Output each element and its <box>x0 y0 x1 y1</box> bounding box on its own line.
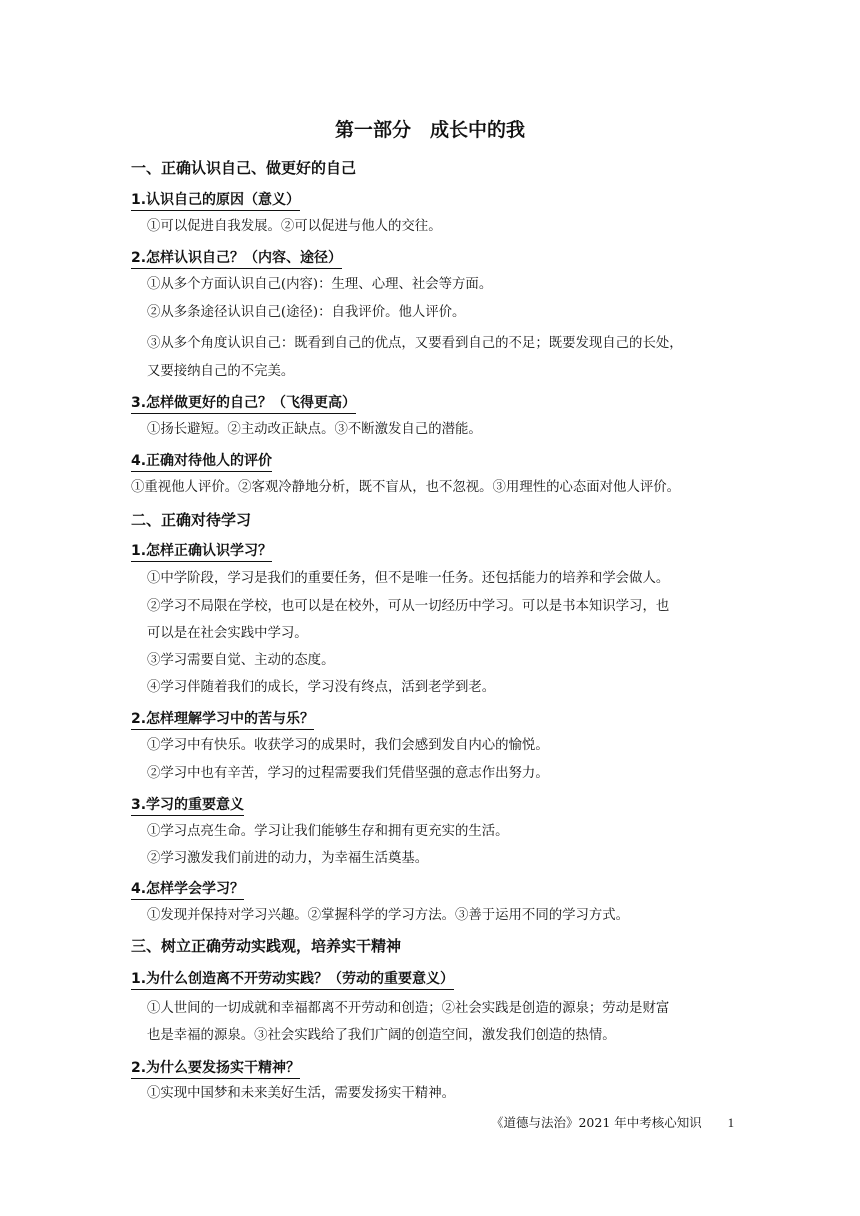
answer-line: ②学习中也有辛苦，学习的过程需要我们凭借坚强的意志作出努力。 <box>147 766 549 781</box>
answer-line: ②从多条途径认识自己(途径)：自我评价。他人评价。 <box>147 305 466 320</box>
answer-line: ①可以促进自我发展。②可以促进与他人的交往。 <box>147 219 442 234</box>
answer-line: ①学习点亮生命。学习让我们能够生存和拥有更充实的生活。 <box>147 824 509 839</box>
answer-line: ①扬长避短。②主动改正缺点。③不断激发自己的潜能。 <box>147 422 482 437</box>
section-heading: 二、正确对待学习 <box>131 511 252 529</box>
page-title: 第一部分 成长中的我 <box>334 119 525 141</box>
footer-source: 《道德与法治》2021 年中考核心知识 <box>490 1115 702 1130</box>
answer-line: 也是幸福的源泉。③社会实践给了我们广阔的创造空间，激发我们创造的热情。 <box>147 1028 616 1043</box>
question-heading: 2.怎样理解学习中的苦与乐？ <box>131 709 314 730</box>
answer-line: ①实现中国梦和未来美好生活，需要发扬实干精神。 <box>147 1086 455 1101</box>
answer-line: 又要接纳自己的不完美。 <box>147 364 295 379</box>
answer-line: ①从多个方面认识自己(内容)：生理、心理、社会等方面。 <box>147 277 493 292</box>
question-heading: 2.为什么要发扬实干精神？ <box>131 1058 300 1079</box>
answer-line: ②学习不局限在学校，也可以是在校外，可从一切经历中学习。可以是书本知识学习，也 <box>147 599 670 614</box>
answer-line: 可以是在社会实践中学习。 <box>147 626 308 641</box>
answer-line: ①中学阶段，学习是我们的重要任务，但不是唯一任务。还包括能力的培养和学会做人。 <box>147 571 670 586</box>
question-heading: 3.怎样做更好的自己？（飞得更高） <box>131 393 356 414</box>
answer-line: ③从多个角度认识自己：既看到自己的优点，又要看到自己的不足；既要发现自己的长处， <box>147 336 683 351</box>
section-heading: 三、树立正确劳动实践观，培养实干精神 <box>131 937 402 955</box>
question-heading: 1.为什么创造离不开劳动实践？（劳动的重要意义） <box>131 969 454 990</box>
answer-line: ④学习伴随着我们的成长，学习没有终点，活到老学到老。 <box>147 680 496 695</box>
answer-line: ①学习中有快乐。收获学习的成果时，我们会感到发自内心的愉悦。 <box>147 738 549 753</box>
answer-line: ②学习激发我们前进的动力，为幸福生活奠基。 <box>147 851 429 866</box>
answer-line: ①发现并保持对学习兴趣。②掌握科学的学习方法。③善于运用不同的学习方式。 <box>147 908 630 923</box>
page-number: 1 <box>727 1116 734 1130</box>
answer-line: ③学习需要自觉、主动的态度。 <box>147 653 335 668</box>
answer-line: ①重视他人评价。②客观冷静地分析，既不盲从，也不忽视。③用理性的心态面对他人评价。 <box>131 480 681 495</box>
section-heading: 一、正确认识自己、做更好的自己 <box>131 159 357 177</box>
question-heading: 3.学习的重要意义 <box>131 795 244 816</box>
question-heading: 4.怎样学会学习？ <box>131 879 244 900</box>
question-heading: 1.怎样正确认识学习？ <box>131 541 272 562</box>
answer-line: ①人世间的一切成就和幸福都离不开劳动和创造；②社会实践是创造的源泉；劳动是财富 <box>147 1001 670 1016</box>
question-heading: 2.怎样认识自己？（内容、途径） <box>131 248 342 269</box>
question-heading: 4.正确对待他人的评价 <box>131 451 272 472</box>
page-footer <box>491 1113 734 1131</box>
question-heading: 1.认识自己的原因（意义） <box>131 190 300 211</box>
